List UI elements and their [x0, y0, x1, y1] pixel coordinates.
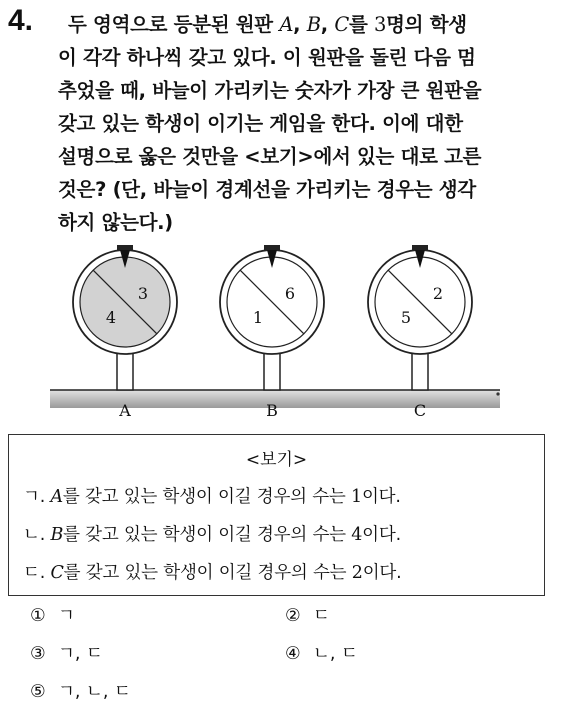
stem-variable: B — [306, 13, 321, 36]
bogi-numeral: 1 — [351, 487, 362, 507]
stem-text: 두 영역으로 등분된 원판 — [68, 13, 280, 36]
stem-text: 하지 않는다.) — [58, 211, 173, 234]
stem-line-4 — [58, 107, 568, 140]
choice-5[interactable] — [30, 678, 131, 703]
bogi-variable: B — [50, 525, 64, 545]
choice-3-number: ③ — [30, 644, 46, 664]
bogi-item-3 — [23, 559, 401, 584]
stem-variable: C — [334, 13, 349, 36]
stem-line-6 — [58, 173, 568, 206]
choice-2-text: ㄷ — [313, 606, 330, 626]
bogi-text: 이다. — [362, 563, 402, 583]
question-stem — [58, 8, 568, 239]
pointer-cap — [264, 245, 280, 250]
choice-2-number: ② — [285, 606, 301, 626]
bogi-text: 를 갖고 있는 학생이 이길 경우의 수는 — [63, 563, 352, 583]
stem-text: 추었을 때, 바늘이 가리키는 숫자가 가장 큰 원판을 — [58, 79, 482, 102]
bogi-item-2 — [23, 521, 401, 546]
spinner-label: C — [413, 401, 427, 420]
stem-text: 를 — [349, 13, 375, 36]
pointer-cap — [412, 245, 428, 250]
spinner-label: B — [266, 401, 278, 420]
stem-variable: A — [279, 13, 294, 36]
stem-line-7 — [58, 206, 568, 239]
choice-3-text: ㄱ, ㄷ — [58, 644, 103, 664]
stem-text: 설명으로 옳은 것만을 <보기>에서 있는 대로 고른 — [58, 145, 482, 168]
stem-text: 갖고 있는 학생이 이기는 게임을 한다. 이에 대한 — [58, 112, 463, 135]
spinner-figure — [0, 240, 573, 430]
bogi-title: <보기> — [245, 450, 308, 470]
region-number-upper: 3 — [137, 284, 149, 303]
choice-1-text: ㄱ — [58, 606, 75, 626]
stem-text: , — [320, 13, 335, 36]
bogi-variable: A — [50, 487, 63, 507]
choice-4[interactable] — [285, 640, 358, 665]
stem-line-2 — [58, 41, 568, 74]
choice-4-text: ㄴ, ㄷ — [313, 644, 358, 664]
bogi-text: 이다. — [362, 525, 401, 545]
region-number-upper: 6 — [284, 284, 296, 303]
bogi-text: ㄴ. — [23, 525, 51, 545]
stem-line-3 — [58, 74, 568, 107]
stem-text: 것은? (단, 바늘이 경계선을 가리키는 경우는 생각 — [58, 178, 476, 201]
spinner-stand — [117, 352, 133, 390]
spinner-stand — [412, 352, 428, 390]
bogi-variable: C — [50, 563, 64, 583]
choice-1[interactable] — [30, 602, 75, 627]
stem-text: 이 각각 하나씩 갖고 있다. 이 원판을 돌린 다음 멈 — [58, 46, 476, 69]
bogi-box — [8, 434, 545, 596]
choice-2[interactable] — [285, 602, 330, 627]
bogi-item-1 — [23, 483, 401, 508]
spinner-label: A — [119, 401, 131, 420]
stem-text: 명의 학생 — [386, 13, 467, 36]
choice-3[interactable] — [30, 640, 103, 665]
bogi-text: ㄱ. — [23, 487, 51, 507]
choice-4-number: ④ — [285, 644, 301, 664]
bogi-text: 를 갖고 있는 학생이 이길 경우의 수는 — [63, 525, 352, 545]
stem-numeral: 3 — [374, 13, 387, 36]
region-number-upper: 2 — [432, 284, 444, 303]
choice-5-text: ㄱ, ㄴ, ㄷ — [58, 682, 131, 702]
bogi-numeral: 4 — [351, 525, 363, 545]
bogi-text: ㄷ. — [23, 563, 51, 583]
region-number-lower: 5 — [400, 308, 412, 327]
region-number-lower: 4 — [105, 308, 117, 327]
pointer-cap — [117, 245, 133, 250]
spinner-stand — [264, 352, 280, 390]
region-number-lower: 1 — [252, 308, 264, 327]
bogi-text: 이다. — [361, 487, 401, 507]
choice-5-number: ⑤ — [30, 682, 46, 702]
choice-1-number: ① — [30, 606, 46, 626]
stem-line-5 — [58, 140, 568, 173]
bogi-text: 를 갖고 있는 학생이 이길 경우의 수는 — [62, 487, 352, 507]
question-number: 4. — [8, 4, 34, 37]
bogi-numeral: 2 — [351, 563, 363, 583]
stem-text: , — [293, 13, 307, 36]
stem-line-1 — [58, 8, 568, 41]
